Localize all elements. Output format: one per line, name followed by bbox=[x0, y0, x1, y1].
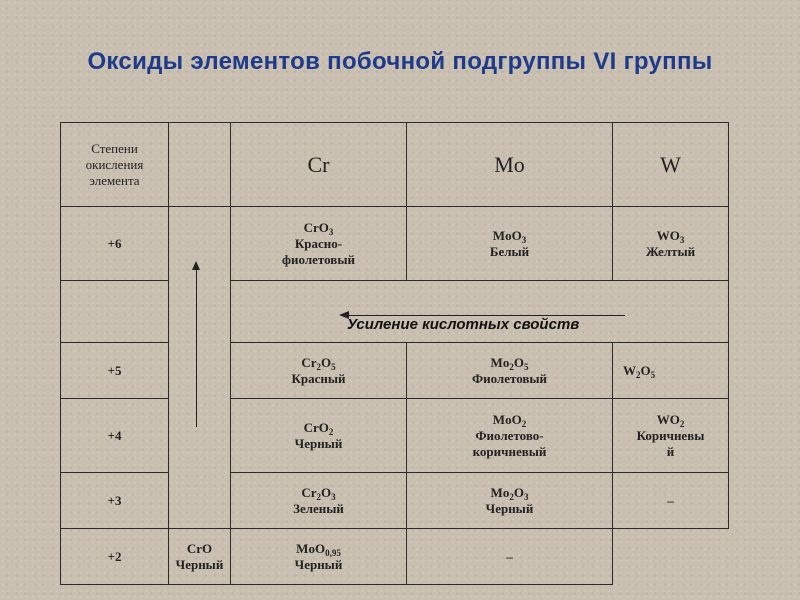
oxide-color: й bbox=[666, 443, 675, 459]
row-plus3 bbox=[61, 473, 729, 529]
empty-cell bbox=[61, 281, 169, 343]
oxide-color: Черный bbox=[294, 556, 343, 572]
header-label-line: Степени bbox=[91, 140, 138, 156]
oxide-formula: CrO$_3$ bbox=[303, 219, 334, 237]
header-row bbox=[61, 123, 729, 207]
element-header-mo: Mo bbox=[407, 123, 613, 207]
oxide-formula: $Cr_2O_3$ bbox=[301, 484, 336, 502]
oxide-formula: CrO bbox=[186, 540, 213, 556]
oxide-color: Желтый bbox=[645, 243, 696, 259]
oxidation-state-header bbox=[61, 123, 169, 207]
oxidation-state: +4 bbox=[61, 399, 169, 473]
oxide-cell bbox=[407, 343, 613, 399]
oxide-cell bbox=[613, 207, 729, 281]
oxide-color: фиолетовый bbox=[282, 251, 355, 267]
oxide-formula: CrO$_2$ bbox=[303, 419, 334, 437]
oxide-formula: $WO_3$ bbox=[656, 227, 685, 245]
oxide-formula: $Mo_2O_3$ bbox=[490, 484, 529, 502]
oxide-formula: MoO$_{0,95}$ bbox=[296, 540, 341, 558]
oxide-color: коричневый bbox=[472, 443, 547, 459]
oxide-color: – bbox=[506, 548, 513, 564]
oxide-formula: $Mo_2O_5$ bbox=[490, 354, 529, 372]
oxide-color: Черный bbox=[485, 500, 534, 516]
oxide-color: Фиолетовый bbox=[471, 370, 548, 386]
oxide-color: Красный bbox=[291, 370, 346, 386]
oxide-color: Зеленый bbox=[293, 500, 344, 516]
header-label-line: элемента bbox=[89, 172, 140, 188]
oxide-cell bbox=[407, 473, 613, 529]
acid-trend-label: Усиление кислотных свойств bbox=[347, 316, 580, 333]
oxide-cell bbox=[231, 207, 407, 281]
oxide-cell bbox=[407, 399, 613, 473]
page-title: Оксиды элементов побочной подгруппы VI группы bbox=[87, 48, 713, 75]
oxides-table bbox=[60, 122, 729, 585]
element-header-w: W bbox=[613, 123, 729, 207]
row-plus2 bbox=[61, 529, 729, 585]
oxidation-state: +5 bbox=[61, 343, 169, 399]
oxide-formula: $WO_2$ bbox=[656, 411, 685, 429]
acid-row bbox=[61, 281, 729, 343]
oxide-color: – bbox=[667, 492, 674, 508]
oxidation-state: +6 bbox=[61, 207, 169, 281]
oxide-cell bbox=[613, 343, 729, 399]
oxide-color: Коричневы bbox=[636, 427, 705, 443]
row-plus6 bbox=[61, 207, 729, 281]
oxide-formula: $W_2O_5$ bbox=[623, 362, 656, 380]
row-plus5 bbox=[61, 343, 729, 399]
header-label-line: окисления bbox=[85, 156, 144, 172]
oxide-cell bbox=[231, 399, 407, 473]
oxide-color: Черный bbox=[175, 556, 224, 572]
oxide-cell bbox=[231, 343, 407, 399]
oxide-formula: $Cr_2O_5$ bbox=[301, 354, 336, 372]
oxidation-state: +3 bbox=[61, 473, 169, 529]
oxide-cell bbox=[231, 473, 407, 529]
oxide-cell bbox=[613, 473, 729, 529]
element-header-cr: Cr bbox=[231, 123, 407, 207]
up-arrow-icon bbox=[192, 261, 200, 270]
arrow-column-header bbox=[169, 123, 231, 207]
oxide-cell bbox=[231, 529, 407, 585]
row-plus4 bbox=[61, 399, 729, 473]
oxide-cell bbox=[169, 529, 231, 585]
oxide-formula: MoO$_3$ bbox=[492, 227, 527, 245]
oxidation-state: +2 bbox=[61, 529, 169, 585]
oxide-formula: MoO$_2$ bbox=[492, 411, 527, 429]
oxide-cell bbox=[613, 399, 729, 473]
oxide-color: Красно- bbox=[294, 235, 343, 251]
up-arrow-line bbox=[196, 267, 197, 427]
oxide-color: Фиолетово- bbox=[475, 427, 544, 443]
oxide-color: Черный bbox=[294, 435, 343, 451]
oxide-cell bbox=[407, 207, 613, 281]
basic-arrow-cell bbox=[169, 207, 231, 529]
oxide-cell bbox=[407, 529, 613, 585]
acid-trend-cell bbox=[231, 281, 729, 343]
oxide-color: Белый bbox=[489, 243, 530, 259]
